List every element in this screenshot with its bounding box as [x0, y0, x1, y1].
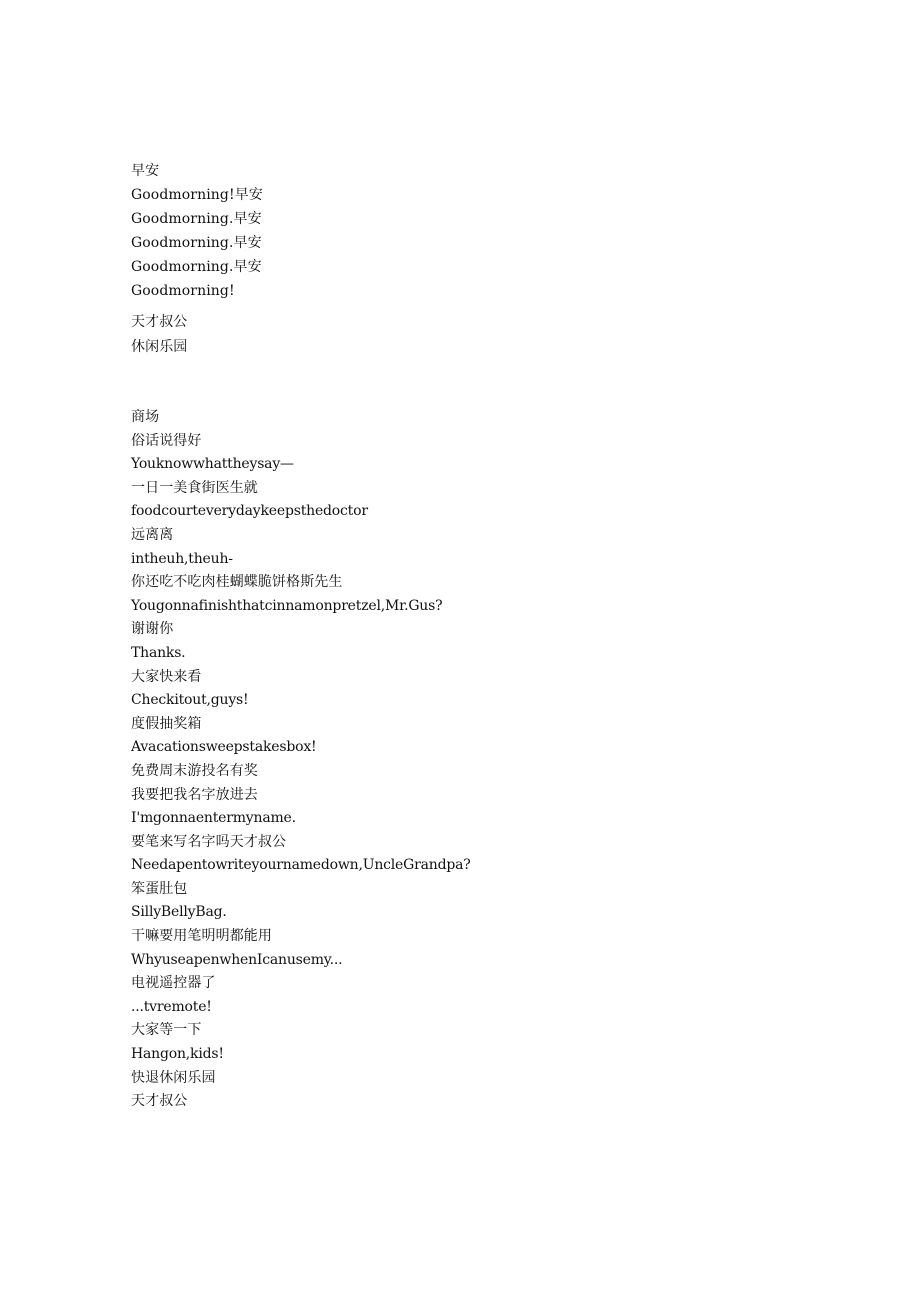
text-line: Goodmorning.早安 [131, 259, 262, 275]
text-line: Goodmorning! [131, 283, 235, 299]
text-line: intheuh,theuh- [131, 550, 233, 567]
text-line: Checkitout,guys! [131, 692, 249, 709]
text-line: foodcourteverydaykeepsthedoctor [131, 503, 368, 520]
text-line: ...tvremote! [131, 998, 212, 1015]
text-line: Goodmorning.早安 [131, 235, 262, 251]
text-line: Hangon,kids! [131, 1046, 224, 1063]
greeting-block [131, 159, 831, 303]
text-line: 要笔来写名字吗天才叔公 [131, 833, 287, 850]
text-line: Youknowwhattheysay— [131, 456, 294, 473]
text-line: 你还吃不吃肉桂蝴蝶脆饼格斯先生 [131, 574, 343, 591]
text-line: 笨蛋肚包 [131, 880, 188, 897]
text-line: Needapentowriteyournamedown,UncleGrandpa? [131, 857, 471, 874]
text-line: WhyuseapenwhenIcanusemy... [131, 951, 343, 968]
text-line: 大家快来看 [131, 668, 202, 685]
text-line: SillyBellyBag. [131, 904, 227, 921]
text-line: 快退休闲乐园 [131, 1069, 216, 1086]
text-line: 早安 [131, 163, 160, 179]
text-line: 俗话说得好 [131, 432, 202, 449]
text-line: Avacationsweepstakesbox! [131, 739, 317, 756]
text-line: 度假抽奖箱 [131, 715, 202, 732]
text-line: 电视遥控器了 [131, 975, 216, 992]
text-line: 天才叔公 [131, 1093, 188, 1110]
text-line: 免费周末游投名有奖 [131, 762, 258, 779]
text-line: Goodmorning.早安 [131, 211, 262, 227]
text-line: 干嘛要用笔明明都能用 [131, 928, 272, 945]
text-line: Yougonnafinishthatcinnamonpretzel,Mr.Gus? [131, 597, 443, 614]
dialogue-block [131, 406, 831, 1114]
text-line: Thanks. [131, 644, 186, 661]
text-line: I'mgonnaentermyname. [131, 810, 296, 827]
text-line: 休闲乐园 [131, 338, 188, 355]
text-line: 天才叔公 [131, 314, 188, 330]
text-line: 商场 [131, 409, 160, 425]
text-line: 远离离 [131, 526, 174, 543]
text-line: Goodmorning!早安 [131, 187, 263, 203]
text-line: 谢谢你 [131, 621, 174, 638]
title-block [131, 310, 831, 359]
text-line: 一日一美食街医生就 [131, 479, 258, 496]
text-line: 大家等一下 [131, 1022, 202, 1039]
text-line: 我要把我名字放进去 [131, 786, 258, 803]
